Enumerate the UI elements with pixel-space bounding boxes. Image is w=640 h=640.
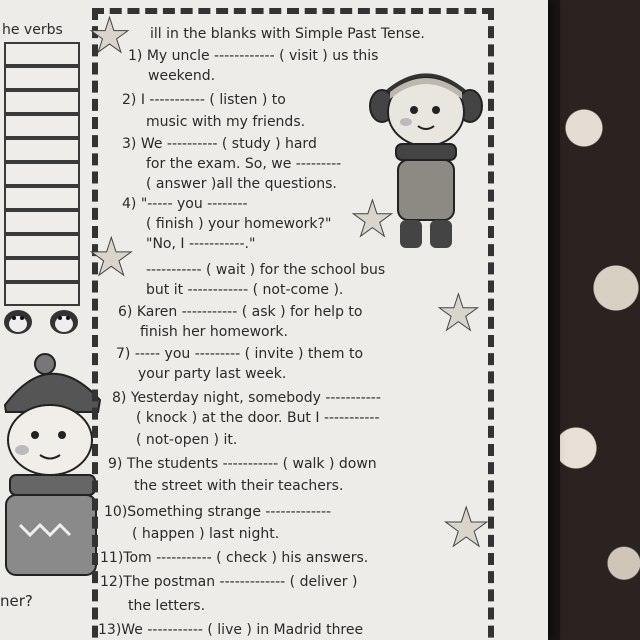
girl-with-earmuffs-illustration — [366, 64, 486, 254]
exercise-line: ( happen ) last night. — [132, 526, 280, 542]
star-icon: ★ — [436, 284, 481, 342]
verb-box — [4, 258, 80, 282]
exercise-line: 1) My uncle ------------ ( visit ) us this — [128, 48, 379, 64]
exercise-line: ( answer )all the questions. — [146, 176, 337, 192]
verb-box — [4, 138, 80, 162]
exercise-line: "No, I -----------." — [146, 236, 256, 252]
exercise-line: 4) "----- you -------- — [122, 196, 248, 212]
exercise-line: 7) ----- you --------- ( invite ) them to — [116, 346, 364, 362]
verb-box — [4, 66, 80, 90]
exercise-line: 8) Yesterday night, somebody ----------- — [112, 390, 381, 406]
exercise-line: but it ------------ ( not-come ). — [146, 282, 344, 298]
exercise-line: for the exam. So, we --------- — [146, 156, 342, 172]
exercise-line: music with my friends. — [146, 114, 306, 130]
star-icon: ★ — [88, 228, 135, 288]
penguin-icon — [2, 300, 86, 340]
verb-box — [4, 186, 80, 210]
owner-question-text: ner? — [0, 592, 33, 610]
star-icon: ★ — [88, 8, 132, 64]
exercise-line: 2) I ----------- ( listen ) to — [122, 92, 286, 108]
exercise-line: weekend. — [148, 68, 216, 84]
exercise-line: ( finish ) your homework?" — [146, 216, 332, 232]
exercise-line: 10)Something strange ------------- — [104, 504, 332, 520]
exercise-line: 9) The students ----------- ( walk ) down — [108, 456, 377, 472]
verb-box — [4, 42, 80, 66]
exercise-line: ----------- ( wait ) for the school bus — [146, 262, 386, 278]
exercise-line: 6) Karen ----------- ( ask ) for help to — [118, 304, 363, 320]
verb-box — [4, 234, 80, 258]
star-icon: ★ — [442, 496, 491, 559]
exercise-line: 3) We ---------- ( study ) hard — [122, 136, 317, 152]
verbs-column-title: he verbs — [2, 22, 63, 38]
exercise-line: finish her homework. — [140, 324, 288, 340]
verb-box — [4, 162, 80, 186]
exercise-line: ( not-open ) it. — [136, 432, 238, 448]
verbs-column — [0, 0, 86, 640]
exercise-line: 11)Tom ----------- ( check ) his answers. — [100, 550, 369, 566]
exercise-line: ( knock ) at the door. But I ----------- — [136, 410, 380, 426]
verb-box — [4, 90, 80, 114]
exercise-line: the letters. — [128, 598, 206, 614]
exercise-line: 13)We ----------- ( live ) in Madrid three — [98, 622, 364, 638]
verb-box — [4, 210, 80, 234]
star-icon: ★ — [350, 190, 395, 248]
verb-box — [4, 114, 80, 138]
fabric-background — [560, 0, 640, 640]
exercise-line: 12)The postman ------------- ( deliver ) — [100, 574, 358, 590]
exercise-line: the street with their teachers. — [134, 478, 344, 494]
exercise-title: ill in the blanks with Simple Past Tense. — [150, 26, 425, 42]
exercise-line: your party last week. — [138, 366, 287, 382]
